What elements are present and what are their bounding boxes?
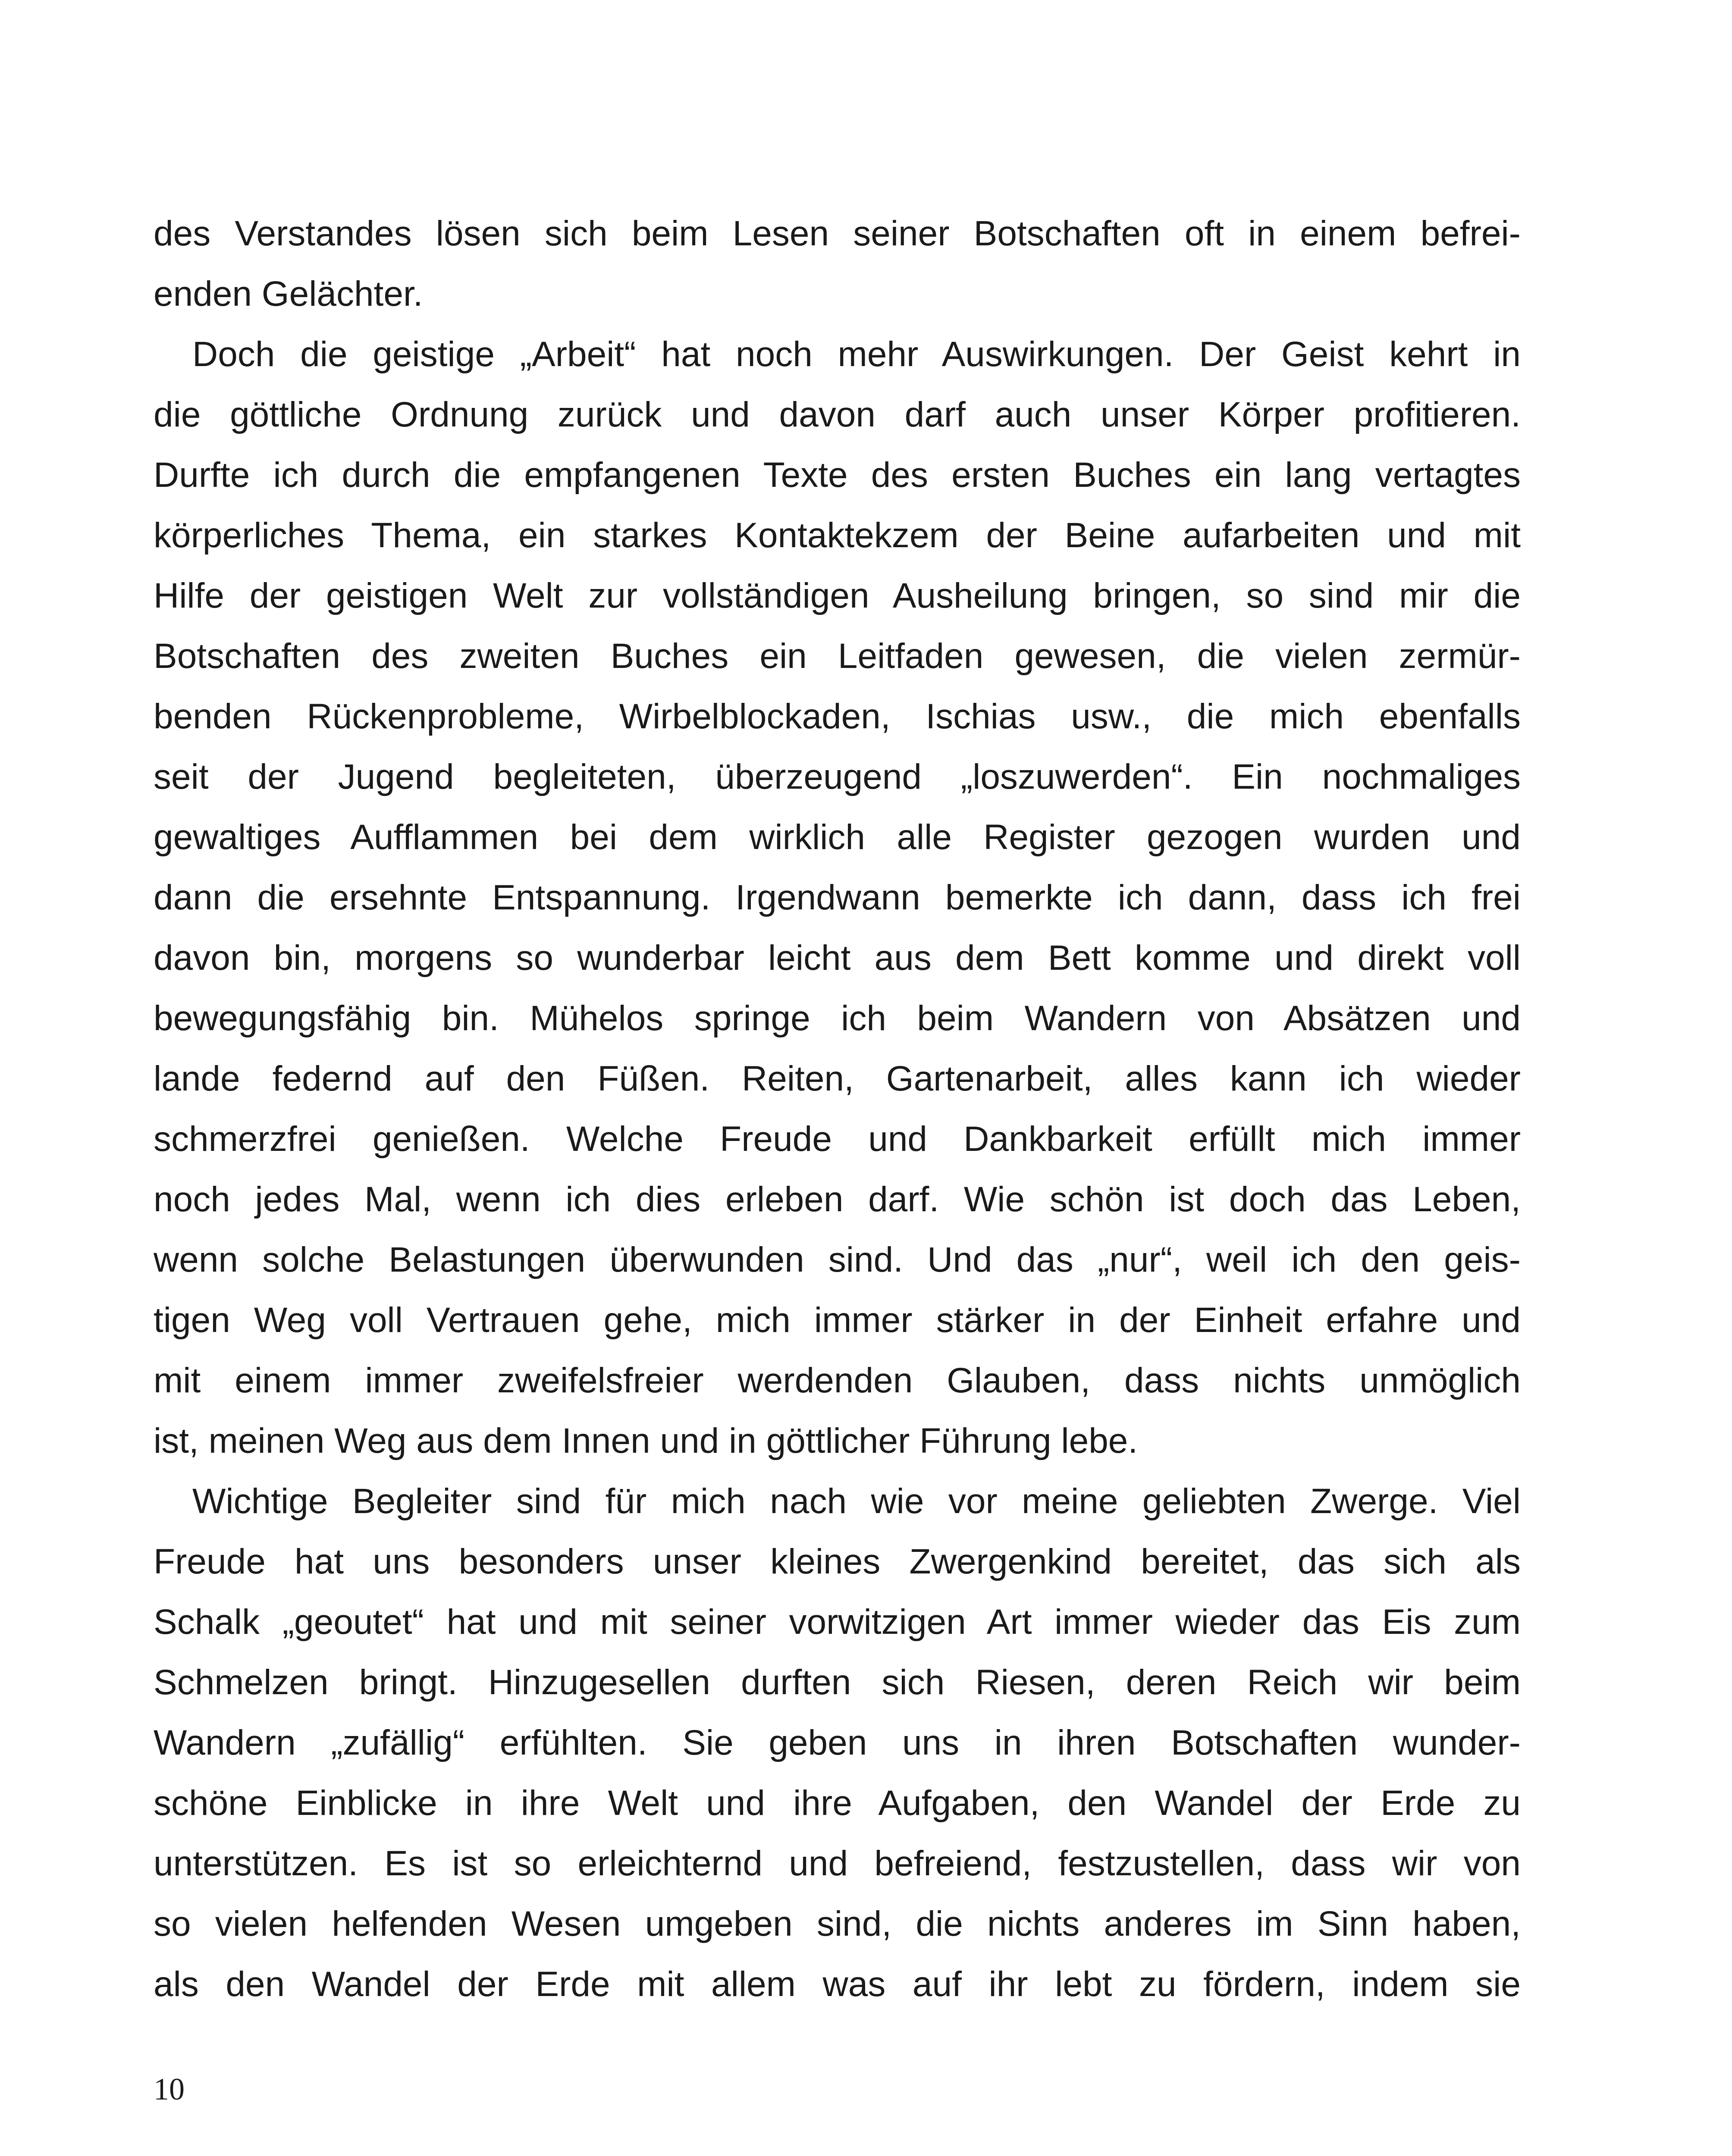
text-line: gewaltiges Aufflammen bei dem wirklich alle Register gezogen wurden und xyxy=(154,818,1521,857)
text-line: wenn solche Belastungen überwunden sind. Und das „nur“, weil ich den geis- xyxy=(154,1240,1521,1279)
text-line: bewegungsfähig bin. Mühelos springe ich beim Wandern von Absätzen und xyxy=(154,999,1521,1038)
text-line: seit der Jugend begleiteten, überzeugend „loszuwerden“. Ein nochmaliges xyxy=(154,757,1521,796)
text-line: als den Wandel der Erde mit allem was auf ihr lebt zu fördern, indem sie xyxy=(154,1965,1521,2004)
text-line: Wandern „zufällig“ erfühlten. Sie geben uns in ihren Botschaften wunder- xyxy=(154,1723,1521,1762)
text-line: lande federnd auf den Füßen. Reiten, Gartenarbeit, alles kann ich wieder xyxy=(154,1059,1521,1098)
text-line: unterstützen. Es ist so erleichternd und befreiend, festzustellen, dass wir von xyxy=(154,1844,1521,1883)
text-line: Durfte ich durch die empfangenen Texte des ersten Buches ein lang vertagtes xyxy=(154,455,1521,495)
text-line: die göttliche Ordnung zurück und davon darf auch unser Körper profitieren. xyxy=(154,395,1521,434)
text-line: dann die ersehnte Entspannung. Irgendwann bemerkte ich dann, dass ich frei xyxy=(154,878,1521,917)
text-line: Schalk „geoutet“ hat und mit seiner vorwitzigen Art immer wieder das Eis zum xyxy=(154,1602,1521,1642)
text-line: mit einem immer zweifelsfreier werdenden Glauben, dass nichts unmöglich xyxy=(154,1361,1521,1400)
text-line: körperliches Thema, ein starkes Kontaktekzem der Beine aufarbeiten und mit xyxy=(154,516,1521,555)
page-number: 10 xyxy=(154,2072,185,2106)
text-line: tigen Weg voll Vertrauen gehe, mich immer stärker in der Einheit erfahre und xyxy=(154,1300,1521,1340)
body-text xyxy=(154,204,1521,2015)
text-line: noch jedes Mal, wenn ich dies erleben darf. Wie schön ist doch das Leben, xyxy=(154,1180,1521,1219)
text-line: enden Gelächter. xyxy=(154,274,423,313)
text-line: Doch die geistige „Arbeit“ hat noch mehr Auswirkungen. Der Geist kehrt in xyxy=(192,335,1521,374)
text-line: davon bin, morgens so wunderbar leicht aus dem Bett komme und direkt voll xyxy=(154,938,1521,978)
text-line: schöne Einblicke in ihre Welt und ihre Aufgaben, den Wandel der Erde zu xyxy=(154,1783,1521,1823)
text-line: benden Rückenprobleme, Wirbelblockaden, Ischias usw., die mich ebenfalls xyxy=(154,697,1521,736)
text-line: Freude hat uns besonders unser kleines Zwergenkind bereitet, das sich als xyxy=(154,1542,1521,1581)
text-line: des Verstandes lösen sich beim Lesen seiner Botschaften oft in einem befrei- xyxy=(154,214,1521,253)
text-line: ist, meinen Weg aus dem Innen und in göttlicher Führung lebe. xyxy=(154,1421,1138,1460)
text-line: Hilfe der geistigen Welt zur vollständigen Ausheilung bringen, so sind mir die xyxy=(154,576,1521,615)
text-line: schmerzfrei genießen. Welche Freude und Dankbarkeit erfüllt mich immer xyxy=(154,1119,1521,1159)
text-line: Schmelzen bringt. Hinzugesellen durften sich Riesen, deren Reich wir beim xyxy=(154,1663,1521,1702)
text-line: Botschaften des zweiten Buches ein Leitfaden gewesen, die vielen zermür- xyxy=(154,636,1521,676)
text-line: so vielen helfenden Wesen umgeben sind, die nichts anderes im Sinn haben, xyxy=(154,1904,1521,1943)
text-line: Wichtige Begleiter sind für mich nach wie vor meine geliebten Zwerge. Viel xyxy=(192,1482,1521,1521)
